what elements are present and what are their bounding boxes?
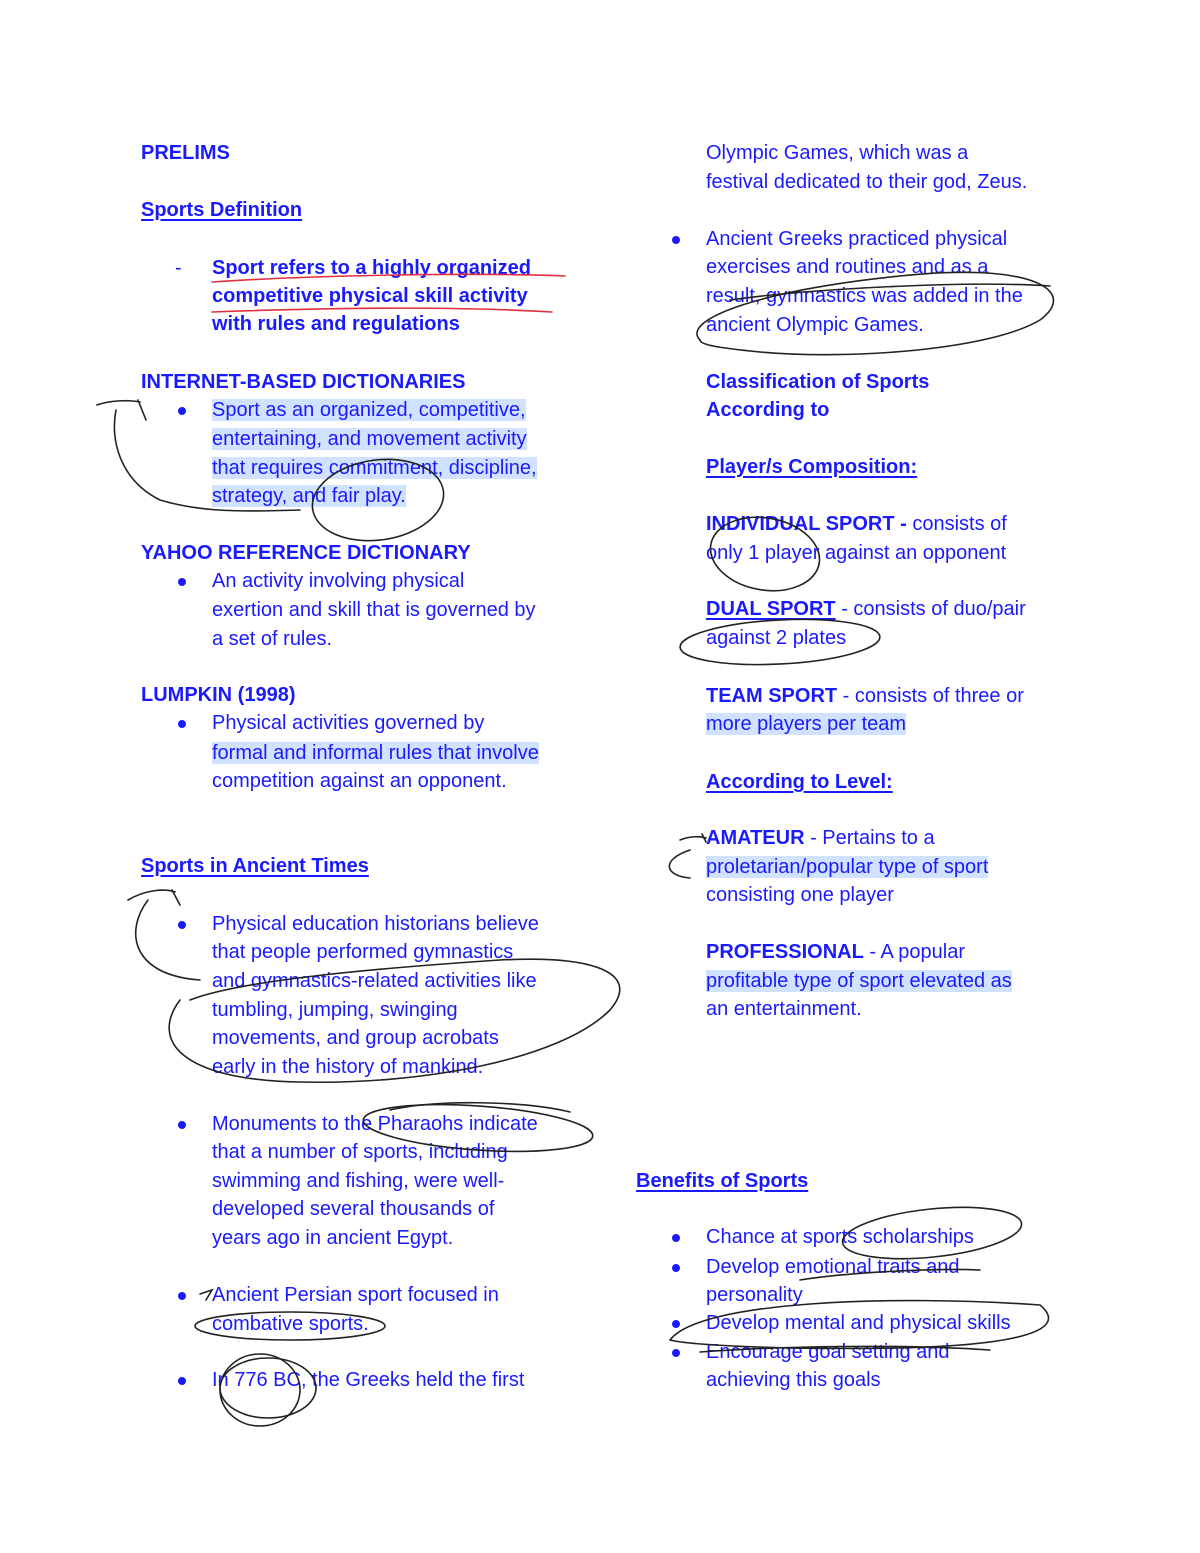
amateur-label: AMATEUR [706,827,805,849]
classification-heading: Classification of Sports [706,371,930,393]
ancient-bullet-line: that people performed gymnastics [212,941,514,963]
yahoo-def-line: a set of rules. [212,628,333,650]
ancient-bullet-line: that a number of sports, including [212,1141,508,1163]
bullet-icon [672,1264,680,1272]
amateur-line: AMATEUR - Pertains to a [706,827,935,849]
ancient-bullet-line: and gymnastics-related activities like [212,970,537,992]
ancient-bullet-line: tumbling, jumping, swinging [212,999,458,1021]
ancient-bullet-line: combative sports. [212,1313,369,1335]
internet-dictionaries-heading: INTERNET-BASED DICTIONARIES [141,371,466,393]
yahoo-dictionary-heading: YAHOO REFERENCE DICTIONARY [141,542,471,564]
benefit-item: achieving this goals [706,1369,881,1391]
bullet-icon [178,1292,186,1300]
team-sport-label: TEAM SPORT [706,685,838,707]
greek-bullet-line: ancient Olympic Games. [706,314,924,336]
page-title: PRELIMS [141,142,230,164]
bullet-icon [672,236,680,244]
bracket-arrow [128,890,200,980]
bullet-icon [178,578,186,586]
bullet-icon [672,1320,680,1328]
sports-definition-heading: Sports Definition [141,199,303,221]
bracket-arrow [669,834,706,878]
classification-heading: According to [706,399,830,421]
lumpkin-def-line: Physical activities governed by [212,712,485,734]
ancient-bullet-line: In 776 BC, the Greeks held the first [212,1369,525,1391]
team-sport-line: more players per team [706,713,907,735]
bullet-icon [672,1234,680,1242]
ancient-bullet-line: developed several thousands of [212,1198,495,1220]
greek-bullet-line: exercises and routines and as a [706,256,989,278]
olympic-continuation-line: festival dedicated to their god, Zeus. [706,171,1028,193]
lumpkin-heading: LUMPKIN (1998) [141,684,296,706]
internet-def-line: strategy, and fair play. [212,485,406,507]
individual-sport-line: INDIVIDUAL SPORT - consists of [706,513,1007,535]
benefit-item: Encourage goal setting and [706,1341,950,1363]
bullet-icon [178,407,186,415]
dual-sport-label: DUAL SPORT [706,598,836,620]
ancient-bullet-line: movements, and group acrobats [212,1027,499,1049]
lumpkin-def-line: competition against an opponent. [212,770,507,792]
yahoo-def-line: An activity involving physical [212,570,465,592]
internet-def-line: Sport as an organized, competitive, [212,399,526,421]
definition-line: Sport refers to a highly organized [212,257,531,279]
definition-dash: - [175,257,182,279]
ancient-times-heading: Sports in Ancient Times [141,855,369,877]
professional-label: PROFESSIONAL [706,941,864,963]
definition-line: with rules and regulations [212,313,460,335]
yahoo-def-line: exertion and skill that is governed by [212,599,536,621]
individual-sport-label: INDIVIDUAL SPORT - [706,513,907,535]
ancient-bullet-line: Ancient Persian sport focused in [212,1284,499,1306]
player-composition-heading: Player/s Composition: [706,456,918,478]
amateur-line: proletarian/popular type of sport [706,856,989,878]
greek-bullet-line: result, gymnastics was added in the [706,285,1023,307]
arrow-mark [200,1290,212,1300]
bullet-icon [178,1121,186,1129]
lumpkin-def-line: formal and informal rules that involve [212,742,539,764]
definition-line: competitive physical skill activity [212,285,528,307]
internet-def-line: entertaining, and movement activity [212,428,527,450]
professional-line: profitable type of sport elevated as [706,970,1012,992]
benefit-item: personality [706,1284,803,1306]
level-heading: According to Level: [706,771,893,793]
professional-line: PROFESSIONAL - A popular [706,941,965,963]
ancient-bullet-line: Physical education historians believe [212,913,539,935]
bullet-icon [178,921,186,929]
benefit-item: Develop mental and physical skills [706,1312,1011,1334]
ancient-bullet-line: years ago in ancient Egypt. [212,1227,454,1249]
olympic-continuation-line: Olympic Games, which was a [706,142,969,164]
professional-line: an entertainment. [706,998,862,1020]
ancient-bullet-line: early in the history of mankind. [212,1056,484,1078]
bullet-icon [672,1349,680,1357]
benefits-heading: Benefits of Sports [636,1170,809,1192]
team-sport-line: TEAM SPORT - consists of three or [706,685,1024,707]
ancient-bullet-line: swimming and fishing, were well- [212,1170,505,1192]
dual-sport-line: against 2 plates [706,627,847,649]
dual-sport-line: DUAL SPORT - consists of duo/pair [706,598,1026,620]
ancient-bullet-line: Monuments to the Pharaohs indicate [212,1113,538,1135]
bullet-icon [178,720,186,728]
internet-def-line: that requires commitment, discipline, [212,457,537,479]
greek-bullet-line: Ancient Greeks practiced physical [706,228,1008,250]
bullet-icon [178,1377,186,1385]
individual-sport-line: only 1 player against an opponent [706,542,1007,564]
benefit-item: Develop emotional traits and [706,1256,960,1278]
benefit-item: Chance at sports scholarships [706,1226,974,1248]
amateur-line: consisting one player [706,884,894,906]
